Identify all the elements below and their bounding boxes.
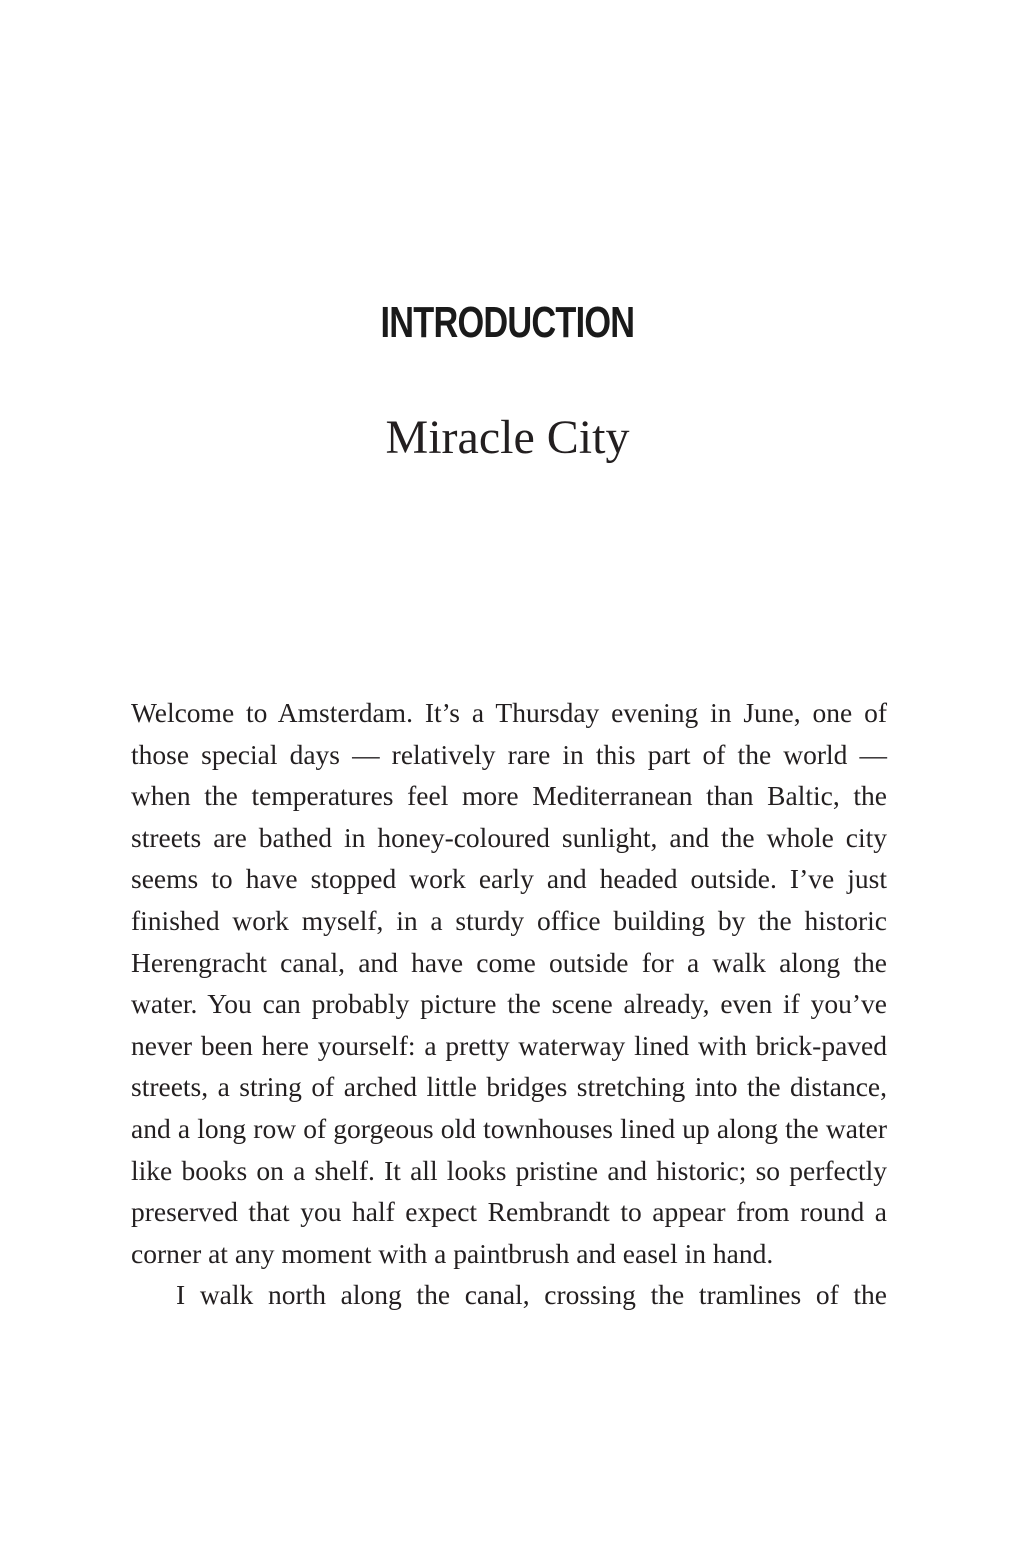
chapter-label: INTRODUCTION [380, 298, 635, 347]
paragraph-1: Welcome to Amsterdam. It’s a Thursday evening in June, one of those special days — relatively rare in this part of the world — when the temperatures feel more Mediterranean than Baltic, the streets are bathed in honey-coloured sunlight, and the whole city seems to have stopped work early and headed outside. I’ve just finished work myself, in a sturdy office building by the historic Herengracht canal, and have come outside for a walk along the water. You can probably picture the scene already, even if you’ve never been here yourself: a pretty waterway lined with brick-paved streets, a string of arched little bridges stretching into the distance, and a long row of gorgeous old townhouses lined up along the water like books on a shelf. It all looks pristine and historic; so perfectly preserved that you half expect Rembrandt to appear from round a corner at any moment with a paintbrush and easel in hand. [131, 697, 887, 1269]
chapter-title: Miracle City [385, 411, 630, 464]
paragraph-2: I walk north along the canal, crossing the tramlines of the [176, 1279, 887, 1311]
body-text [131, 692, 887, 1316]
